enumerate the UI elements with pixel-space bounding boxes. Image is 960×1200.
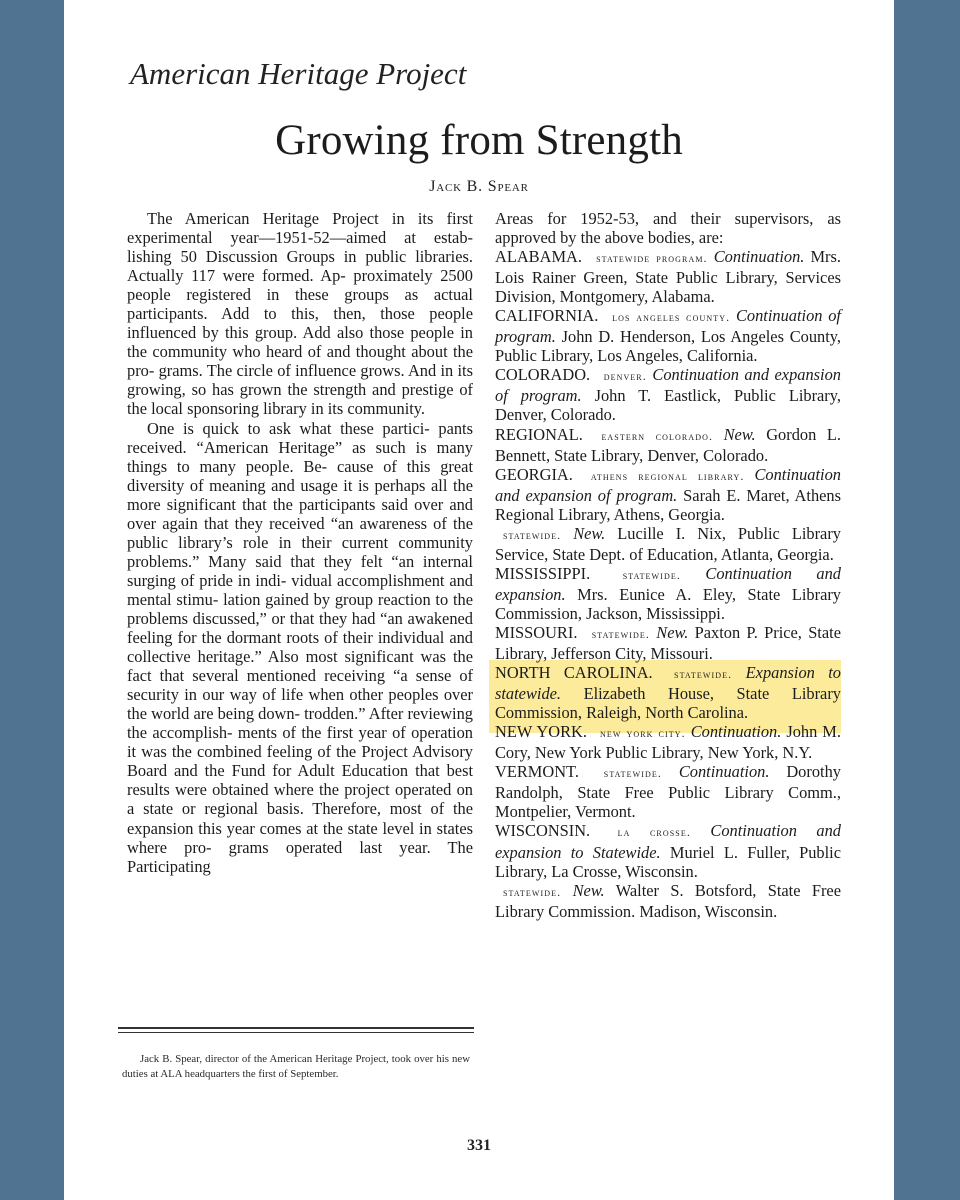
program-type: Continuation. [690, 722, 782, 742]
area-entry [495, 821, 841, 880]
state-name: WISCONSIN. [495, 821, 591, 841]
right-column [495, 209, 841, 921]
area-entry [495, 564, 841, 623]
area-location: la crosse. [617, 825, 691, 840]
program-type: Continuation of program. [495, 306, 841, 347]
area-location: statewide. [503, 884, 562, 899]
supervisor-details: Mrs. Lois Rainer Green, State Public Library, Services Division, Montgomery, Alabama. [495, 247, 841, 307]
state-name: VERMONT. [495, 762, 579, 782]
area-entry [495, 465, 841, 524]
paragraph: One is quick to ask what these partici- pants received. “American Heritage” as such is many things to many people. Be- cause of this great diversity of meaning and usage it is perhaps all the more significant that the participants said over and over again that they received “an awareness of the public library’s role in their current community problems.” Many said that they felt “an internal surging of pride in indi- vidual accomplishment and mental stimu- lation gained by group reaction to the problems discussed,” or that they had “an awakened feeling for the dormant roots of their individual and collective heritage.” Also most significant was the fact that several mentioned receiving “a sense of security in our way of life when other peoples over the world are being down- trodden.” After reviewing the accomplish- ments of the first year of operation it was the combined feeling of the Project Advisory Board and the Fund for Adult Education that best results were obtained where the project operated on a state or regional basis. Therefore, most of the expansion this year comes at the state level in states where pro- grams operated last year. The Participating [127, 418, 473, 876]
area-location: statewide. [622, 567, 681, 582]
areas-intro: Areas for 1952-53, and their supervisors, as approved by the above bodies, are: [495, 209, 841, 248]
series-title: American Heritage Project [130, 56, 467, 91]
area-entry [495, 623, 841, 663]
area-entry [495, 524, 841, 564]
program-type: Continuation and expansion of program. [495, 464, 841, 505]
article-title: Growing from Strength [275, 117, 683, 164]
area-location: statewide. [503, 527, 562, 542]
footnote-rule [118, 1027, 474, 1029]
supervisor-details: Lucille I. Nix, Public Library Service, State Dept. of Education, Atlanta, Georgia. [495, 523, 841, 564]
area-entry [495, 881, 841, 921]
program-type: New. [573, 523, 606, 543]
program-type: Continuation. [678, 762, 770, 782]
area-entry [495, 762, 841, 821]
page-number: 331 [467, 1137, 491, 1154]
supervisor-details: John M. Cory, New York Public Library, New York, N.Y. [495, 722, 841, 763]
author-footnote: Jack B. Spear, director of the American Heritage Project, took over his new duties at ALA headquarters the first of September. [122, 1053, 470, 1080]
supervisor-details: Sarah E. Maret, Athens Regional Library, Athens, Georgia. [495, 485, 841, 524]
state-name: COLORADO. [495, 365, 591, 385]
state-name: ALABAMA. [495, 247, 582, 267]
program-type: Expansion to statewide. [495, 663, 841, 704]
state-name: NORTH CAROLINA. [495, 663, 653, 683]
program-type: Continuation. [713, 247, 805, 267]
supervisor-details: Paxton P. Price, State Library, Jefferson City, Missouri. [495, 622, 841, 664]
area-location: statewide program. [596, 251, 708, 266]
program-type: New. [572, 880, 605, 900]
supervisor-details: Elizabeth House, State Library Commission, Raleigh, North Carolina. [495, 684, 841, 723]
area-entry [495, 365, 841, 424]
program-type: Continuation and expansion to Statewide. [495, 821, 841, 862]
area-location: statewide. [591, 626, 650, 641]
area-location: denver. [603, 369, 647, 384]
supervisor-details: Dorothy Randolph, State Free Public Library Comm., Montpelier, Vermont. [495, 762, 841, 822]
area-location: statewide. [674, 667, 733, 682]
state-name: GEORGIA. [495, 464, 573, 484]
supervisor-details: John D. Henderson, Los Angeles County, Public Library, Los Angeles, California. [495, 327, 841, 366]
program-type: Continuation and expansion of program. [495, 365, 841, 406]
area-location: los angeles county. [612, 310, 731, 325]
area-location: new york city. [599, 726, 686, 741]
area-entry [495, 663, 841, 722]
supervisor-details: Mrs. Eunice A. Eley, State Library Commission, Jackson, Mississippi. [495, 584, 841, 623]
document-page [64, 0, 894, 1200]
state-name: REGIONAL. [495, 424, 583, 444]
area-location: eastern colorado. [601, 428, 714, 443]
supervisor-details: John T. Eastlick, Public Library, Denver, Colorado. [495, 386, 841, 425]
paragraph: The American Heritage Project in its first experimental year—1951-52—aimed at estab- lishing 50 Discussion Groups in public libraries. Actually 117 were formed. Ap- proximately 2500 people registered in these groups as actual participants. Add to this, then, those people influenced by this group. Add also those people in the community who heard of and thought about the pro- grams. The circle of influence grows. And in its growing, so has grown the strength and prestige of the local sponsoring library in its community. [127, 209, 473, 419]
byline: Jack B. Spear [429, 178, 529, 195]
program-type: New. [656, 622, 689, 642]
entries-list [495, 247, 841, 921]
area-entry [495, 722, 841, 762]
area-entry [495, 425, 841, 465]
supervisor-details: Walter S. Botsford, State Free Library Commission. Madison, Wisconsin. [495, 880, 841, 921]
area-location: statewide. [603, 766, 663, 781]
state-name: CALIFORNIA. [495, 306, 599, 326]
supervisor-details: Muriel L. Fuller, Public Library, La Crosse, Wisconsin. [495, 842, 841, 881]
area-entry [495, 247, 841, 306]
left-column [127, 209, 473, 876]
supervisor-details: Gordon L. Bennett, State Library, Denver, Colorado. [495, 424, 841, 465]
state-name: NEW YORK. [495, 722, 587, 742]
area-entry [495, 306, 841, 365]
footnote-rule-thin [118, 1032, 474, 1033]
state-name: MISSISSIPPI. [495, 563, 591, 583]
program-type: New. [723, 424, 756, 444]
area-location: athens regional library. [590, 468, 745, 483]
state-name: MISSOURI. [495, 622, 578, 642]
program-type: Continuation and expansion. [495, 563, 841, 604]
